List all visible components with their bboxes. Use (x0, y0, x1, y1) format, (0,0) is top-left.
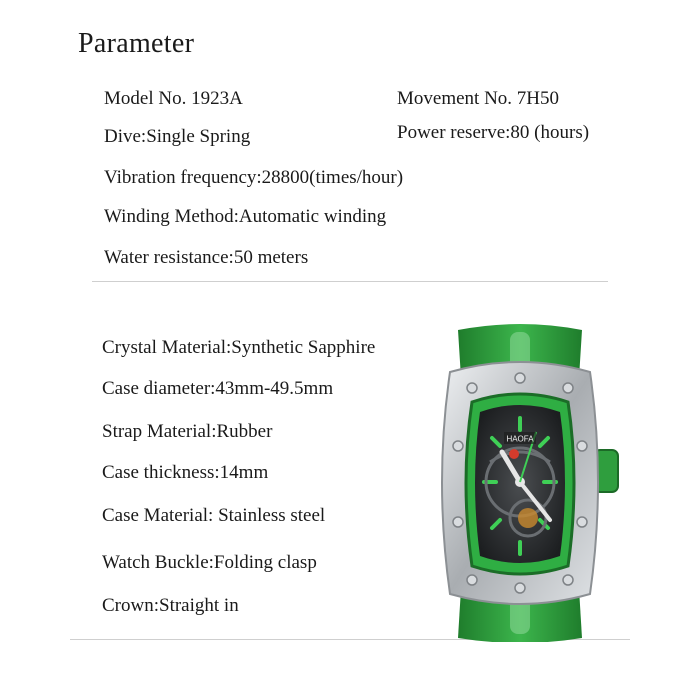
watch-image (410, 322, 630, 642)
spec-case-material: Case Material: Stainless steel (102, 505, 326, 526)
spec-power-reserve: Power reserve:80 (hours) (397, 122, 590, 143)
spec-model: Model No. 1923A (104, 88, 243, 109)
spec-winding: Winding Method:Automatic winding (104, 206, 387, 227)
page-title: Parameter (78, 28, 195, 59)
spec-thickness: Case thickness:14mm (102, 462, 269, 483)
spec-crown: Crown:Straight in (102, 595, 239, 616)
spec-crystal: Crystal Material:Synthetic Sapphire (102, 337, 376, 358)
spec-dive: Dive:Single Spring (104, 126, 251, 147)
spec-diameter: Case diameter:43mm-49.5mm (102, 378, 334, 399)
spec-movement: Movement No. 7H50 (397, 88, 560, 109)
spec-water-resistance: Water resistance:50 meters (104, 247, 309, 268)
spec-vibration: Vibration frequency:28800(times/hour) (104, 167, 404, 188)
spec-buckle: Watch Buckle:Folding clasp (102, 552, 317, 573)
spec-strap: Strap Material:Rubber (102, 421, 273, 442)
watch-brand-logo: HAOFA (506, 434, 534, 444)
top-divider (92, 281, 608, 282)
